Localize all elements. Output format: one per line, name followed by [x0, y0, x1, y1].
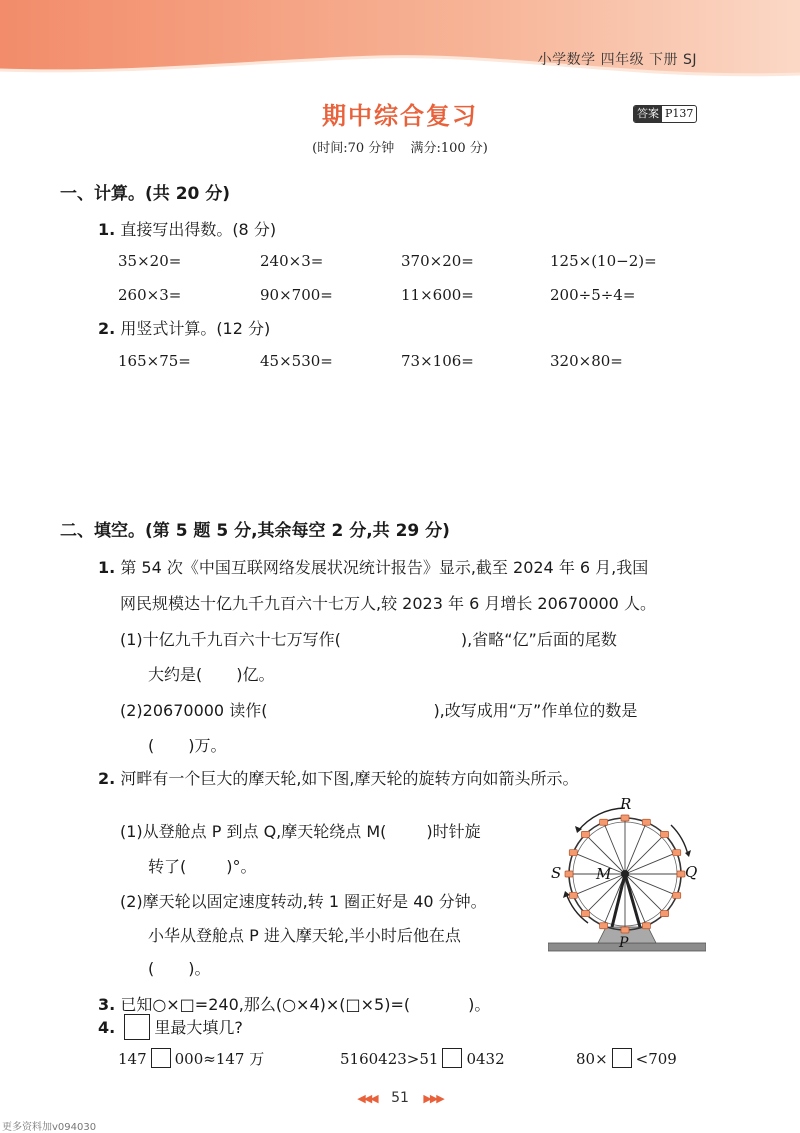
s2-q4-text: 里最大填几?	[154, 1018, 243, 1037]
section2-heading: 二、填空。(第 5 题 5 分,其余每空 2 分,共 29 分)	[60, 521, 450, 541]
answer-box[interactable]	[124, 1014, 150, 1040]
point-s-label: S	[551, 864, 562, 882]
s2-q2-sub2-cont: 小华从登舱点 P 进入摩天轮,半小时后他在点	[148, 926, 461, 945]
cabin-icon	[642, 923, 650, 929]
next-arrows-icon: ▶▶▶	[423, 1092, 443, 1105]
s1-q1	[98, 219, 276, 241]
answer-box[interactable]	[612, 1048, 632, 1068]
text: 0432	[466, 1050, 505, 1068]
text: ),改写成用“万”作单位的数是	[433, 701, 638, 720]
expr: 45×530=	[260, 352, 333, 370]
cabin-icon	[569, 892, 577, 898]
expr: 125×(10−2)=	[550, 252, 657, 270]
s2-q2-sub1-cont	[148, 856, 257, 878]
exam-meta	[0, 137, 800, 156]
text: )。	[188, 959, 211, 978]
s2-q2-text: 河畔有一个巨大的摩天轮,如下图,摩天轮的旋转方向如箭头所示。	[120, 769, 579, 788]
s2-q2-sub1	[120, 821, 481, 843]
text: )万。	[188, 736, 227, 755]
s2-q1-line2: 网民规模达十亿九千九百六十七万人,较 2023 年 6 月增长 20670000 人。	[120, 594, 656, 613]
watermark: 更多资料加v094030	[2, 1122, 97, 1133]
expr: 90×700=	[260, 286, 333, 304]
cabin-icon	[661, 831, 669, 837]
expr: 165×75=	[118, 352, 191, 370]
point-m-label: M	[596, 865, 612, 883]
s1-q2-label: 2.	[98, 319, 116, 338]
point-p-label: P	[619, 935, 629, 951]
text: )亿。	[236, 665, 275, 684]
cabin-icon	[673, 892, 681, 898]
cabin-icon	[621, 927, 629, 933]
expr: 320×80=	[550, 352, 623, 370]
text: (2)20670000 读作(	[120, 701, 268, 720]
answer-tag[interactable]	[633, 105, 697, 123]
cabin-icon	[600, 819, 608, 825]
cabin-icon	[600, 923, 608, 929]
s2-q2	[98, 768, 579, 790]
text: )。	[468, 995, 491, 1014]
cabin-icon	[661, 911, 669, 917]
text: 转了(	[148, 857, 187, 876]
cabin-icon	[581, 911, 589, 917]
section1-heading: 一、计算。(共 20 分)	[60, 184, 231, 204]
s1-q2-text: 用竖式计算。(12 分)	[120, 319, 271, 338]
expr: 35×20=	[118, 252, 182, 270]
text: 已知○×□=240,那么(○×4)×(□×5)=(	[120, 995, 411, 1014]
point-q-label: Q	[685, 863, 698, 881]
cabin-icon	[677, 871, 685, 877]
s2-q3-label: 3.	[98, 995, 116, 1014]
s2-q1-sub2-cont	[148, 735, 227, 757]
q4-expr-1	[118, 1048, 264, 1069]
s2-q1-sub1-cont	[148, 664, 275, 686]
s2-q2-label: 2.	[98, 769, 116, 788]
s2-q1-sub1	[120, 629, 617, 651]
expr: 11×600=	[401, 286, 474, 304]
page-number: 51	[391, 1090, 409, 1106]
text: 000≈147 万	[174, 1050, 265, 1068]
answer-tag-label: 答案	[634, 106, 662, 122]
text: 5160423>51	[340, 1050, 439, 1068]
answer-box[interactable]	[151, 1048, 171, 1068]
s1-q1-text: 直接写出得数。(8 分)	[120, 220, 277, 239]
s2-q3	[98, 994, 490, 1016]
expr: 73×106=	[401, 352, 474, 370]
s2-q1-sub2	[120, 700, 637, 722]
s2-q1-line1	[98, 557, 648, 579]
text: (1)从登舱点 P 到点 Q,摩天轮绕点 M(	[120, 822, 387, 841]
expr: 240×3=	[260, 252, 324, 270]
answer-tag-page: P137	[665, 107, 694, 120]
s2-q1-text1: 第 54 次《中国互联网络发展状况统计报告》显示,截至 2024 年 6 月,我国	[120, 558, 649, 577]
page-title: 期中综合复习	[322, 102, 478, 130]
s2-q4-label: 4.	[98, 1018, 116, 1037]
expr: 200÷5÷4=	[550, 286, 636, 304]
cabin-icon	[673, 850, 681, 856]
text: ),省略“亿”后面的尾数	[460, 630, 617, 649]
expr: 260×3=	[118, 286, 182, 304]
q4-expr-3	[576, 1048, 677, 1068]
page-footer	[0, 1090, 800, 1106]
cabin-icon	[569, 850, 577, 856]
cabin-icon	[565, 871, 573, 877]
cabin-icon	[642, 819, 650, 825]
text: )时针旋	[426, 822, 481, 841]
exam-time: (时间:70 分钟	[312, 141, 395, 156]
series-label: 小学数学 四年级 下册 SJ	[537, 52, 697, 68]
text: 147	[118, 1050, 147, 1068]
q4-expr-2	[340, 1048, 505, 1068]
answer-box[interactable]	[442, 1048, 462, 1068]
cabin-icon	[581, 831, 589, 837]
exam-score: 满分:100 分)	[410, 141, 488, 156]
cabin-icon	[621, 815, 629, 821]
ferris-wheel-figure	[548, 795, 706, 955]
text: (	[148, 736, 155, 755]
text: )°。	[226, 857, 257, 876]
s2-q4	[98, 1014, 243, 1040]
prev-arrows-icon: ◀◀◀	[357, 1092, 377, 1105]
point-r-label: R	[620, 795, 632, 813]
text: (	[148, 959, 155, 978]
text: <709	[635, 1050, 677, 1068]
text: (1)十亿九千九百六十七万写作(	[120, 630, 341, 649]
text: 80×	[576, 1050, 608, 1068]
s2-q1-label: 1.	[98, 558, 116, 577]
s2-q2-sub2: (2)摩天轮以固定速度转动,转 1 圈正好是 40 分钟。	[120, 892, 487, 911]
s2-q2-sub2-cont2	[148, 958, 211, 980]
text: 大约是(	[148, 665, 203, 684]
s1-q1-label: 1.	[98, 220, 116, 239]
s1-q2	[98, 318, 270, 340]
expr: 370×20=	[401, 252, 474, 270]
